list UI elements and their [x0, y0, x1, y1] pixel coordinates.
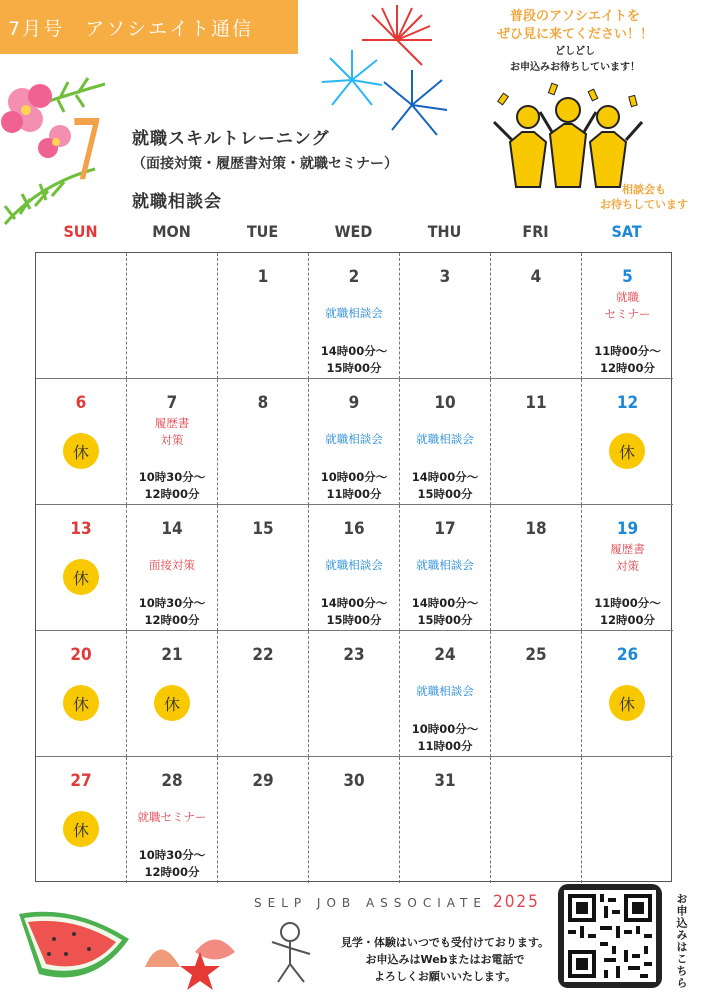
calendar-cell: [309, 757, 400, 883]
event-time-end: 12時00分: [599, 361, 655, 375]
calendar-cell: [127, 253, 218, 379]
holiday-badge: 休: [63, 433, 99, 469]
event-label: [309, 305, 399, 322]
day-number: 13: [70, 519, 92, 539]
day-number: 4: [530, 267, 542, 287]
event-time-start: 10時30分～: [138, 596, 206, 610]
calendar-cell: [400, 379, 491, 505]
event-label-line1: 履歴書: [610, 542, 645, 556]
event-time-start: 10時30分～: [138, 470, 206, 484]
weekday-tue: TUE: [246, 222, 279, 241]
day-number: 16: [343, 519, 365, 539]
event-time-start: 14時00分～: [411, 596, 479, 610]
calendar-cell: [36, 757, 127, 883]
event-time: [400, 721, 490, 755]
event-label-line1: 履歴書: [154, 416, 190, 430]
calendar-cell: [491, 757, 582, 883]
event-label: [127, 415, 217, 449]
weekday-fri: FRI: [522, 222, 549, 241]
calendar-cell: [218, 253, 309, 379]
calendar-cell: [309, 379, 400, 505]
event-time-end: 11時00分: [417, 739, 473, 753]
event-label-line1: 就職相談会: [325, 558, 383, 572]
holiday-badge: 休: [609, 685, 645, 721]
calendar-cell: [127, 631, 218, 757]
calendar-cell: [582, 379, 673, 505]
calendar-grid: [35, 252, 672, 882]
day-number: 3: [439, 267, 451, 287]
calendar-cell: [36, 631, 127, 757]
event-time: [127, 469, 217, 503]
day-number: 30: [343, 771, 365, 791]
qr-pattern: [564, 890, 656, 982]
event-label-line1: 面接対策: [149, 558, 195, 572]
brand-name: SELP JOB ASSOCIATE: [254, 896, 487, 910]
footer-msg-line3: よろしくお願いいたします。: [373, 970, 517, 983]
calendar-cell: [400, 253, 491, 379]
calendar-cell: [400, 757, 491, 883]
calendar-cell: [36, 253, 127, 379]
event-time-end: 15時00分: [326, 613, 382, 627]
calendar-cell: [309, 631, 400, 757]
side-note-line1: 相談会も: [622, 183, 666, 196]
qr-code-icon[interactable]: [558, 884, 662, 988]
event-time-end: 15時00分: [326, 361, 382, 375]
day-number: 1: [257, 267, 269, 287]
event-label-line1: 就職: [616, 290, 639, 304]
event-label-line2: 対策: [160, 433, 184, 447]
calendar-cell: [127, 505, 218, 631]
promo-line4: お申込みお待ちしています！: [510, 62, 640, 73]
event-time: [127, 847, 217, 881]
calendar-cell: [582, 757, 673, 883]
day-number: 8: [257, 393, 269, 413]
qr-label: お申込みはこちら: [675, 893, 688, 989]
event-time-start: 14時00分～: [320, 344, 388, 358]
footer-msg-line2: お申込みはWebまたはお電話で: [365, 953, 525, 966]
day-number: 14: [161, 519, 183, 539]
event-time-end: 12時00分: [144, 613, 200, 627]
event-time: [400, 595, 490, 629]
event-time-start: 10時00分～: [411, 722, 479, 736]
day-number: 12: [616, 393, 639, 413]
event-label: [582, 289, 673, 323]
watermelon-icon: [14, 894, 134, 986]
day-number: 31: [434, 771, 456, 791]
brand-line: [254, 892, 540, 912]
event-label: [582, 541, 673, 575]
event-label-line1: 就職相談会: [416, 432, 474, 446]
event-time: [400, 469, 490, 503]
event-time-start: 10時00分～: [320, 470, 388, 484]
event-time-start: 11時00分～: [594, 344, 661, 358]
footer-msg-line1: 見学・体験はいつでも受付けております。: [340, 936, 550, 949]
event-label: [127, 557, 217, 574]
calendar-cell: [218, 505, 309, 631]
calendar-cell: [491, 505, 582, 631]
calendar-cell: [491, 631, 582, 757]
event-label-line2: 対策: [616, 559, 639, 573]
weekday-sun: SUN: [63, 222, 98, 241]
calendar-cell: [582, 253, 673, 379]
event-time-end: 11時00分: [326, 487, 382, 501]
weekday-thu: THU: [427, 222, 462, 241]
event-label-line2: セミナー: [604, 307, 651, 321]
day-number: 10: [434, 393, 456, 413]
calendar-cell: [218, 379, 309, 505]
weekday-sat: SAT: [611, 222, 642, 241]
month-number: 7: [70, 101, 104, 199]
day-number: 29: [252, 771, 274, 791]
calendar-cell: [582, 505, 673, 631]
calendar-cell: [309, 505, 400, 631]
event-label: [309, 557, 399, 574]
calendar-cell: [400, 631, 491, 757]
footer-message: [330, 934, 560, 985]
promo-line2: ぜひ見に来てください！！: [496, 27, 653, 42]
day-number: 9: [348, 393, 360, 413]
event-label: [127, 809, 217, 826]
day-number: 11: [525, 393, 547, 413]
calendar-cell: [127, 757, 218, 883]
side-note-line2: お待ちしています: [600, 198, 688, 211]
day-number: 22: [252, 645, 274, 665]
day-number: 23: [343, 645, 365, 665]
calendar-cell: [400, 505, 491, 631]
title-subtopics: （面接対策・履歴書対策・就職セミナー）: [132, 156, 398, 172]
event-label: [400, 557, 490, 574]
event-label-line1: 就職相談会: [325, 306, 383, 320]
holiday-badge: 休: [63, 685, 99, 721]
event-time: [309, 343, 399, 377]
day-number: 7: [166, 393, 178, 413]
day-number: 25: [525, 645, 547, 665]
event-time-start: 14時00分～: [320, 596, 388, 610]
calendar-cell: [491, 253, 582, 379]
day-number: 6: [75, 393, 87, 413]
person-icon: [262, 920, 320, 986]
event-time-end: 15時00分: [417, 613, 473, 627]
day-number: 28: [161, 771, 183, 791]
day-number: 5: [622, 267, 633, 287]
day-number: 27: [70, 771, 92, 791]
holiday-badge: 休: [63, 559, 99, 595]
fireworks-icon: [312, 0, 472, 160]
calendar-cell: [582, 631, 673, 757]
holiday-badge: 休: [63, 811, 99, 847]
day-number: 26: [616, 645, 639, 665]
calendar-cell: [309, 253, 400, 379]
promo-message: [470, 8, 680, 76]
event-label-line1: 就職相談会: [416, 684, 474, 698]
calendar-cell: [36, 505, 127, 631]
celebrating-people-icon: [480, 82, 650, 192]
title-skill-training: 就職スキルトレーニング: [132, 129, 330, 149]
day-number: 17: [434, 519, 456, 539]
event-label-line1: 就職セミナー: [137, 810, 207, 824]
side-note: [584, 182, 704, 212]
event-time-start: 11時00分～: [594, 596, 661, 610]
weekday-mon: MON: [152, 222, 191, 241]
day-number: 19: [616, 519, 639, 539]
event-time: [582, 595, 673, 629]
day-number: 2: [348, 267, 360, 287]
calendar-cell: [36, 379, 127, 505]
issue-banner: 7月号 アソシエイト通信: [0, 0, 298, 54]
event-time: [582, 343, 673, 377]
weekday-wed: WED: [334, 222, 373, 241]
event-label-line1: 就職相談会: [325, 432, 383, 446]
event-time-end: 12時00分: [599, 613, 655, 627]
day-number: 21: [161, 645, 183, 665]
event-time: [309, 469, 399, 503]
holiday-badge: 休: [154, 685, 190, 721]
day-number: 24: [434, 645, 456, 665]
day-number: 18: [525, 519, 547, 539]
calendar-cell: [218, 631, 309, 757]
event-time-end: 12時00分: [144, 865, 200, 879]
starfish-icon: [178, 950, 222, 994]
event-time-start: 10時30分～: [138, 848, 206, 862]
event-time: [127, 595, 217, 629]
calendar-cell: [218, 757, 309, 883]
promo-line1: 普段のアソシエイトを: [509, 9, 640, 24]
calendar-cell: [127, 379, 218, 505]
calendar-cell: [491, 379, 582, 505]
day-number: 15: [252, 519, 274, 539]
event-label: [400, 683, 490, 700]
event-time-end: 12時00分: [144, 487, 200, 501]
event-time-start: 14時00分～: [411, 470, 479, 484]
brand-year: 2025: [492, 892, 540, 912]
event-time: [309, 595, 399, 629]
title-consultation: 就職相談会: [132, 192, 222, 212]
promo-line3: どしどし: [555, 46, 595, 57]
holiday-badge: 休: [609, 433, 645, 469]
event-time-end: 15時00分: [417, 487, 473, 501]
day-number: 20: [70, 645, 92, 665]
event-label: [309, 431, 399, 448]
event-label: [400, 431, 490, 448]
event-label-line1: 就職相談会: [416, 558, 474, 572]
